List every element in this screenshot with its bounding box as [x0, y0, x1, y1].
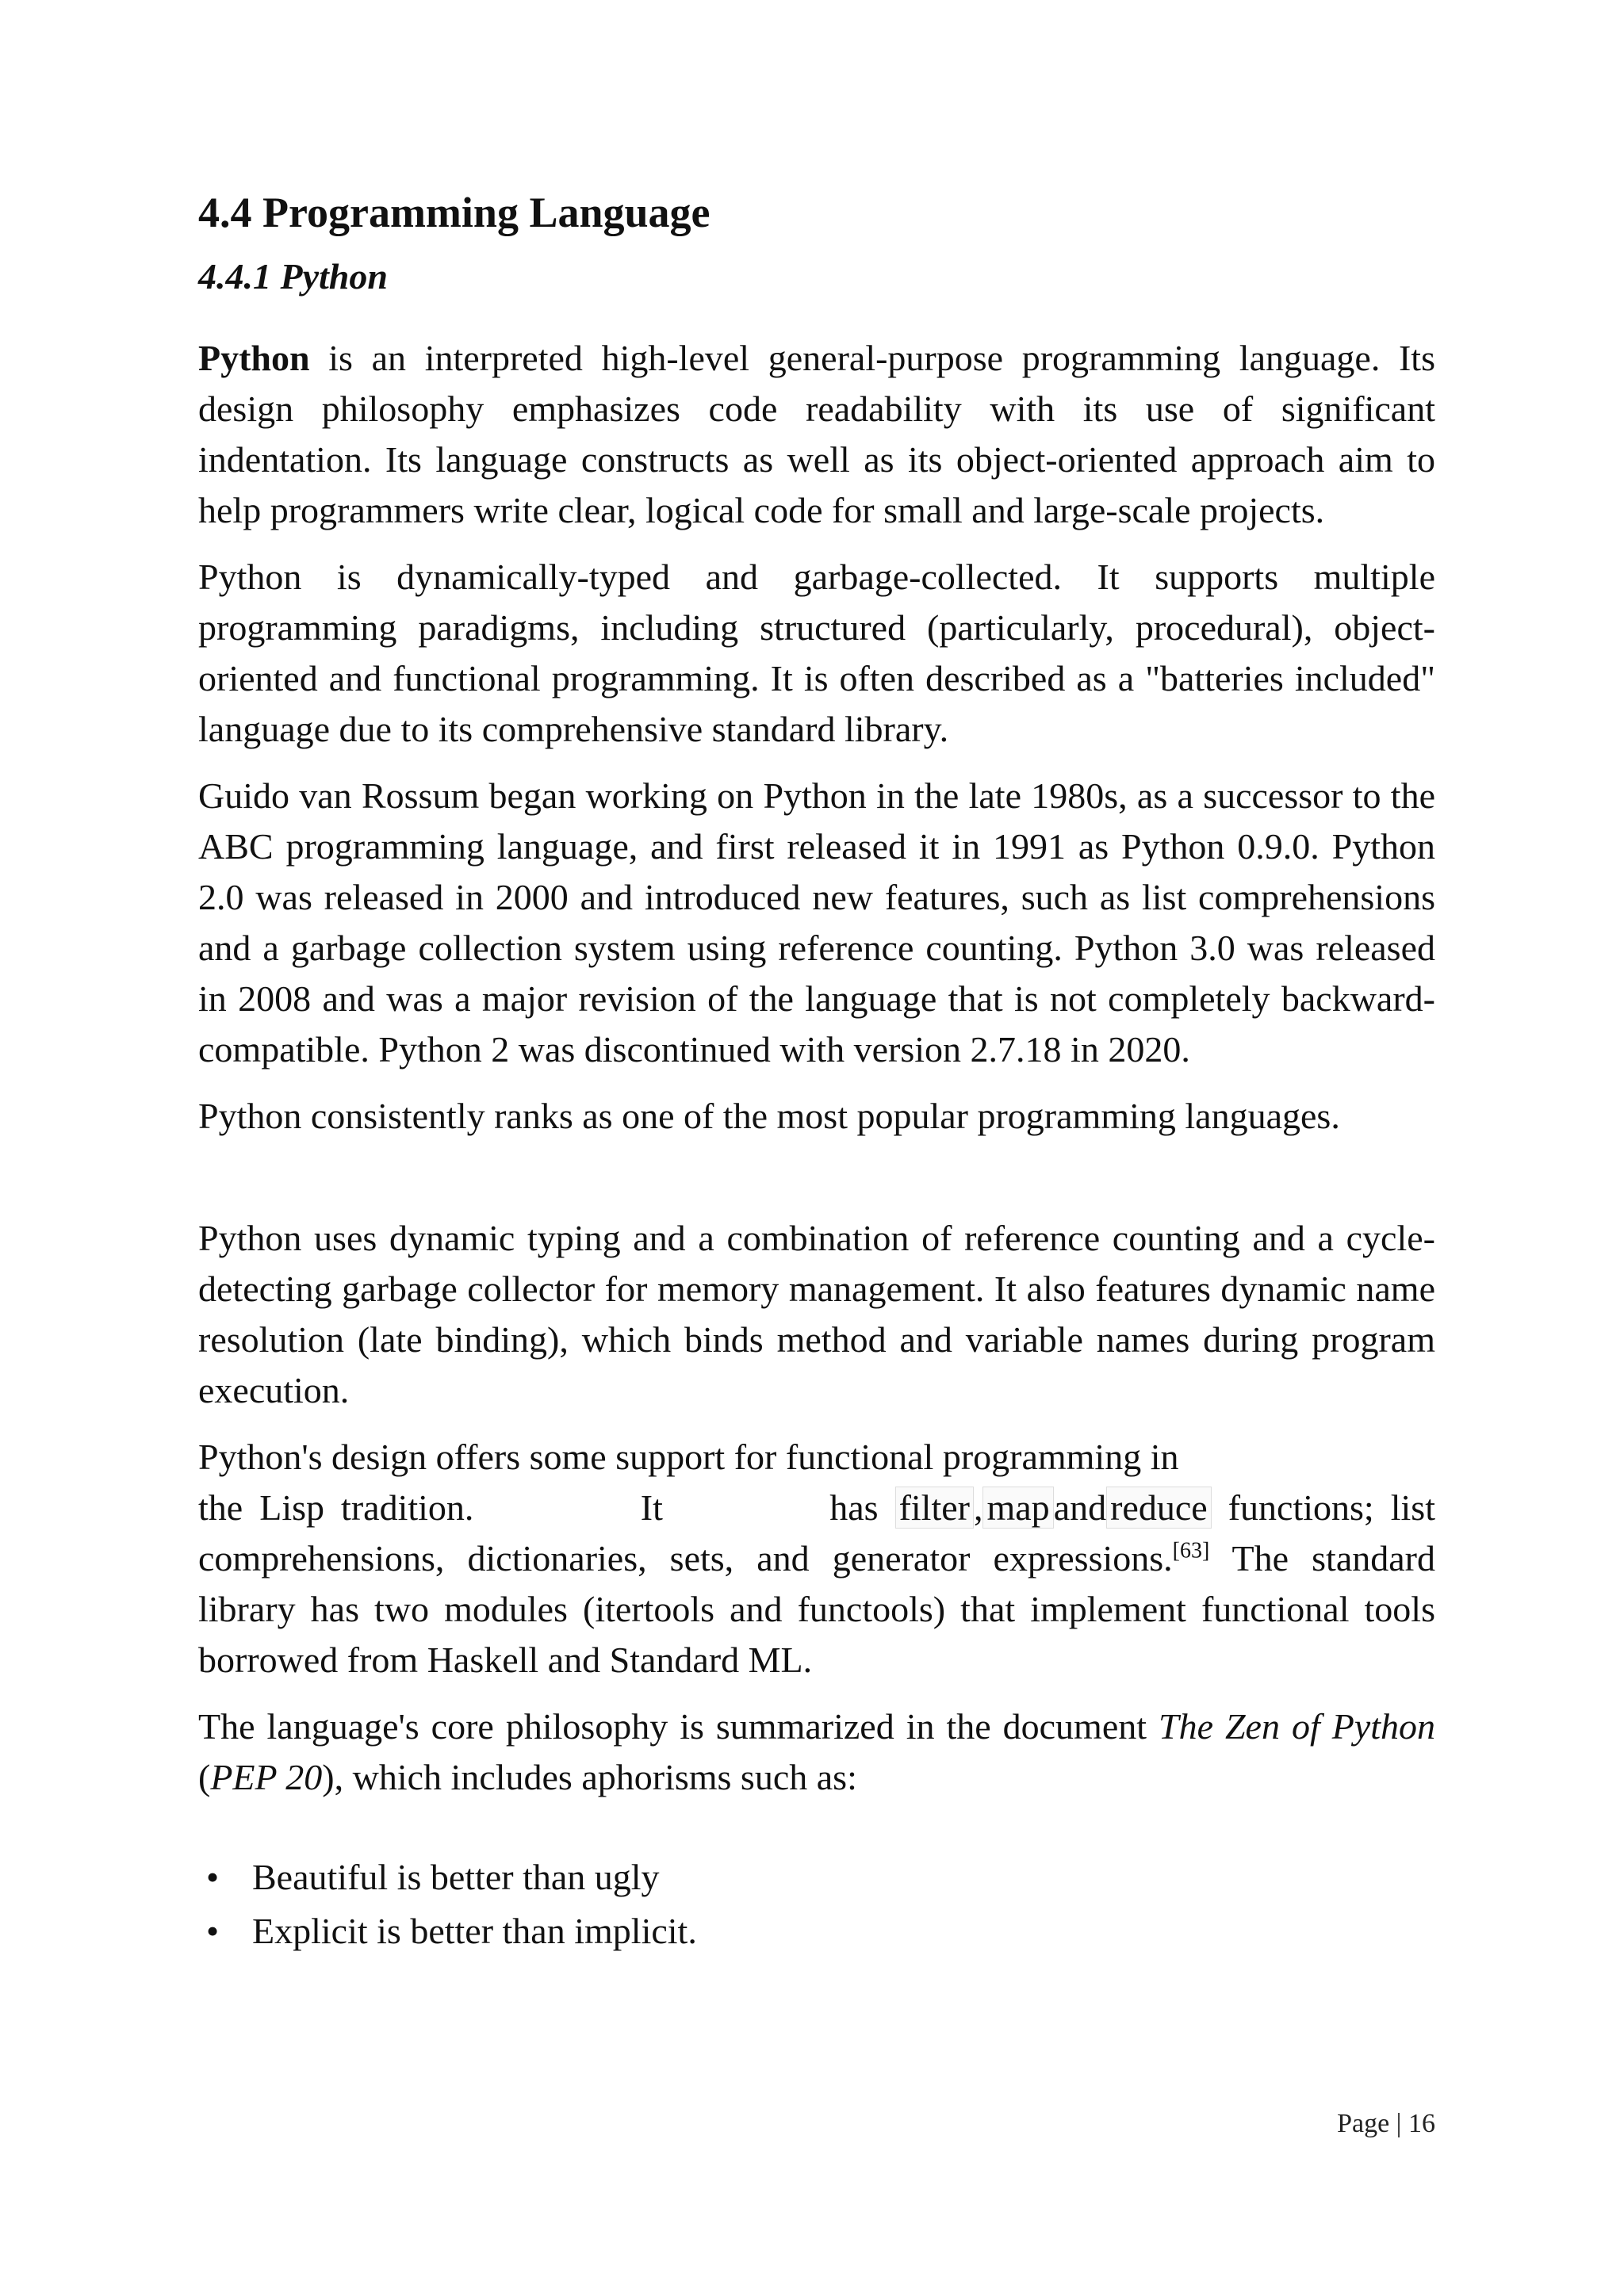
- citation-63[interactable]: [63]: [1172, 1538, 1210, 1563]
- bullet-icon: •: [206, 1856, 220, 1897]
- aphorism-list: [198, 1850, 1435, 1958]
- pep-20-reference: PEP 20: [210, 1756, 323, 1797]
- subsection-heading: 4.4.1 Python: [198, 255, 388, 297]
- code-reduce: reduce: [1106, 1487, 1212, 1529]
- page-number: Page | 16: [1337, 2109, 1435, 2138]
- bullet-icon: •: [206, 1910, 220, 1951]
- paragraph-zen-text-c: ), which includes aphorisms such as:: [322, 1756, 857, 1797]
- paragraph-history: Guido van Rossum began working on Python in the late 1980s, as a successor to the ABC programming language, and first released it in 1991 as Python 0.9.0. Python 2.0 was released in 2000 and introduced new features, such as list comprehensions and a garbage collection system using reference counting. Python 3.0 was released in 2008 and was a major revision of the language that is not completely backward-compatible. Python 2 was discontinued with version 2.7.18 in 2020.: [198, 775, 1435, 1070]
- paragraph-typing: Python is dynamically-typed and garbage-collected. It supports multiple programming paradigms, including structured (particularly, procedural), object-oriented and functional programming. It is often described as a "batteries included" language due to its comprehensive standard library.: [198, 556, 1435, 749]
- paragraph-functional: [198, 1432, 1435, 1686]
- zen-of-python-title: The Zen of Python: [1159, 1705, 1436, 1747]
- paragraph-memory: Python uses dynamic typing and a combination of reference counting and a cycle-detecting garbage collector for memory management. It also features dynamic name resolution (late binding), which binds method and variable names during program execution.: [198, 1217, 1435, 1410]
- paragraph-functional-line1: Python's design offers some support for functional programming in: [198, 1436, 1179, 1477]
- list-item: [198, 1850, 1435, 1904]
- paragraph-popularity: Python consistently ranks as one of the most popular programming languages.: [198, 1095, 1340, 1136]
- paragraph-zen-text-a: The language's core philosophy is summarized in the document: [198, 1705, 1159, 1747]
- list-item-text: Explicit is better than implicit.: [252, 1910, 697, 1951]
- paragraph-zen-text-b: (: [198, 1756, 211, 1797]
- section-heading: 4.4 Programming Language: [198, 189, 710, 236]
- code-map: map: [982, 1487, 1053, 1529]
- separator-and: and: [1053, 1487, 1107, 1528]
- paragraph-functional-text-c: The standard library has two modules (itertools and functools) that implement functional tools borrowed from Haskell and Standard ML.: [198, 1537, 1435, 1680]
- paragraph-zen: [198, 1701, 1435, 1803]
- page-content: [198, 187, 1435, 1958]
- paragraph-functional-text-b: functions; list comprehensions, dictionaries, sets, and generator expressions.: [198, 1487, 1435, 1578]
- code-filter: filter: [895, 1487, 974, 1529]
- paragraph-intro: [198, 333, 1435, 536]
- bold-term-python: Python: [198, 337, 310, 378]
- list-item: [198, 1904, 1435, 1958]
- paragraph-intro-text: is an interpreted high-level general-purpose programming language. Its design philosophy emphasizes code readability with its use of significant indentation. Its language constructs as well as its object-oriented approach aim to help programmers write clear, logical code for small and large-scale projects.: [198, 337, 1435, 530]
- separator-comma: ,: [973, 1487, 983, 1528]
- list-item-text: Beautiful is better than ugly: [252, 1856, 660, 1897]
- paragraph-functional-text-a: the Lisp tradition. It has: [198, 1487, 895, 1528]
